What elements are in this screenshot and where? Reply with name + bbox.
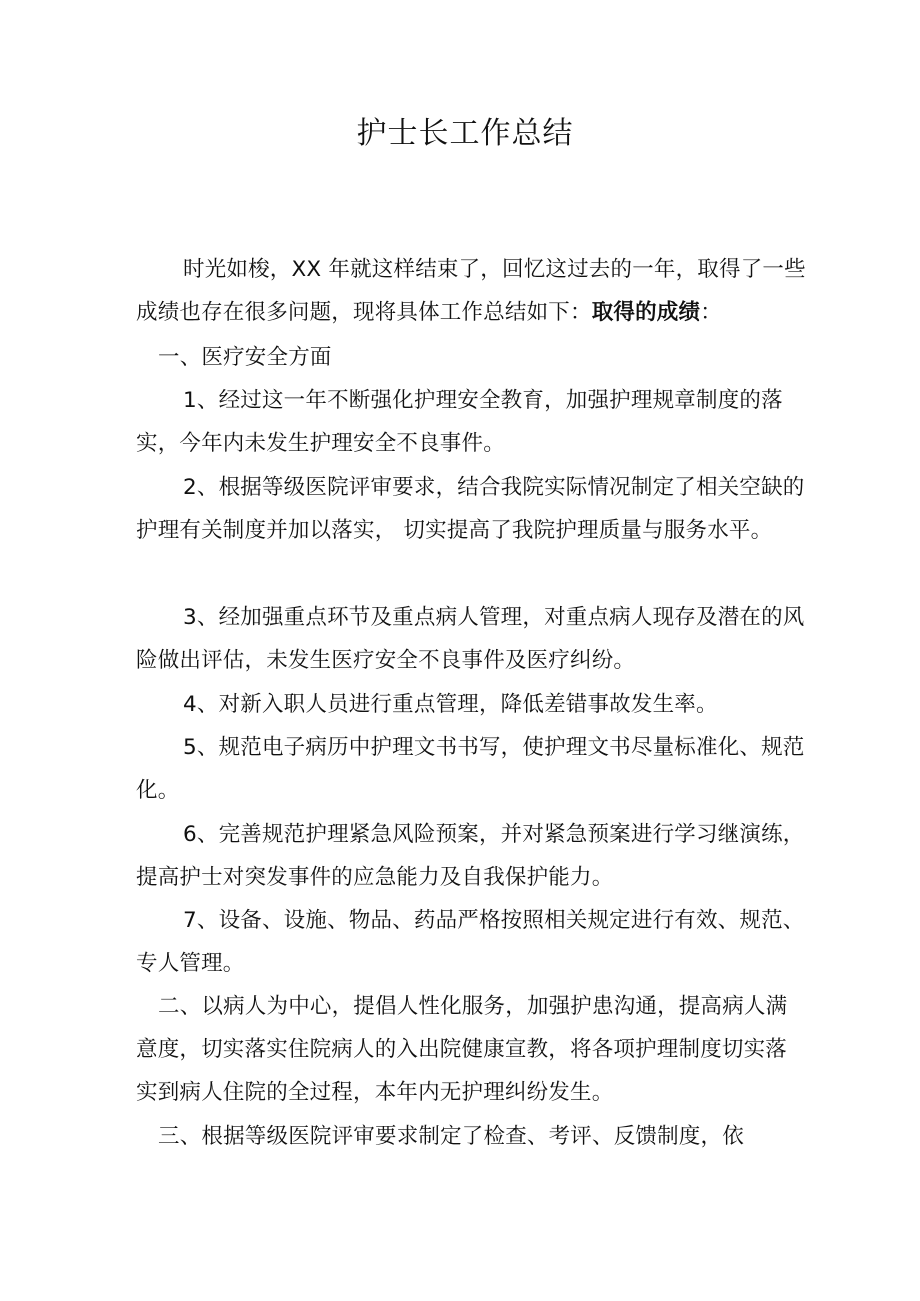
list-item: 3、经加强重点环节及重点病人管理，对重点病人现存及潜在的风险做出评估，未发生医疗安全不良事件及医疗纠纷。 [136,605,805,673]
section3-paragraph: 三、根据等级医院评审要求制定了检查、考评、反馈制度，依 [158,1124,744,1149]
list-item: 5、规范电子病历中护理文书书写，使护理文书尽量标准化、规范化。 [136,735,805,803]
list-item: 6、完善规范护理紧急风险预案，并对紧急预案进行学习继演练， 提高护士对突发事件的应急能力及自我保护能力。 [136,822,805,890]
document-title: 护士长工作总结 [356,116,574,151]
section2-paragraph: 二、以病人为中心，提倡人性化服务，加强护患沟通，提高病人满意度，切实落实住院病人的入出院健康宣教，将各项护理制度切实落实到病人住院的全过程，本年内无护理纠纷发生。 [136,994,788,1105]
intro-end: ： [700,300,722,325]
intro-bold-phrase: 取得的成绩 [591,300,701,325]
list-item: 4、对新入职人员进行重点管理，降低差错事故发生率。 [183,692,718,717]
section1-heading: 一、医疗安全方面 [158,345,332,370]
list-item: 7、设备、设施、物品、药品严格按照相关规定进行有效、规范、专人管理。 [136,908,805,976]
list-item: 1、经过这一年不断强化护理安全教育，加强护理规章制度的落实，今年内未发生护理安全不良事件。 [136,388,783,456]
intro-text: 时光如梭，XX 年就这样结束了，回忆这过去的一年，取得了一些成绩也存在很多问题，现将具体工作总结如下： [136,257,806,325]
intro-paragraph [136,248,808,334]
list-item: 2、根据等级医院评审要求，结合我院实际情况制定了相关空缺的护理有关制度并加以落实， 切实提高了我院护理质量与服务水平。 [136,475,805,543]
